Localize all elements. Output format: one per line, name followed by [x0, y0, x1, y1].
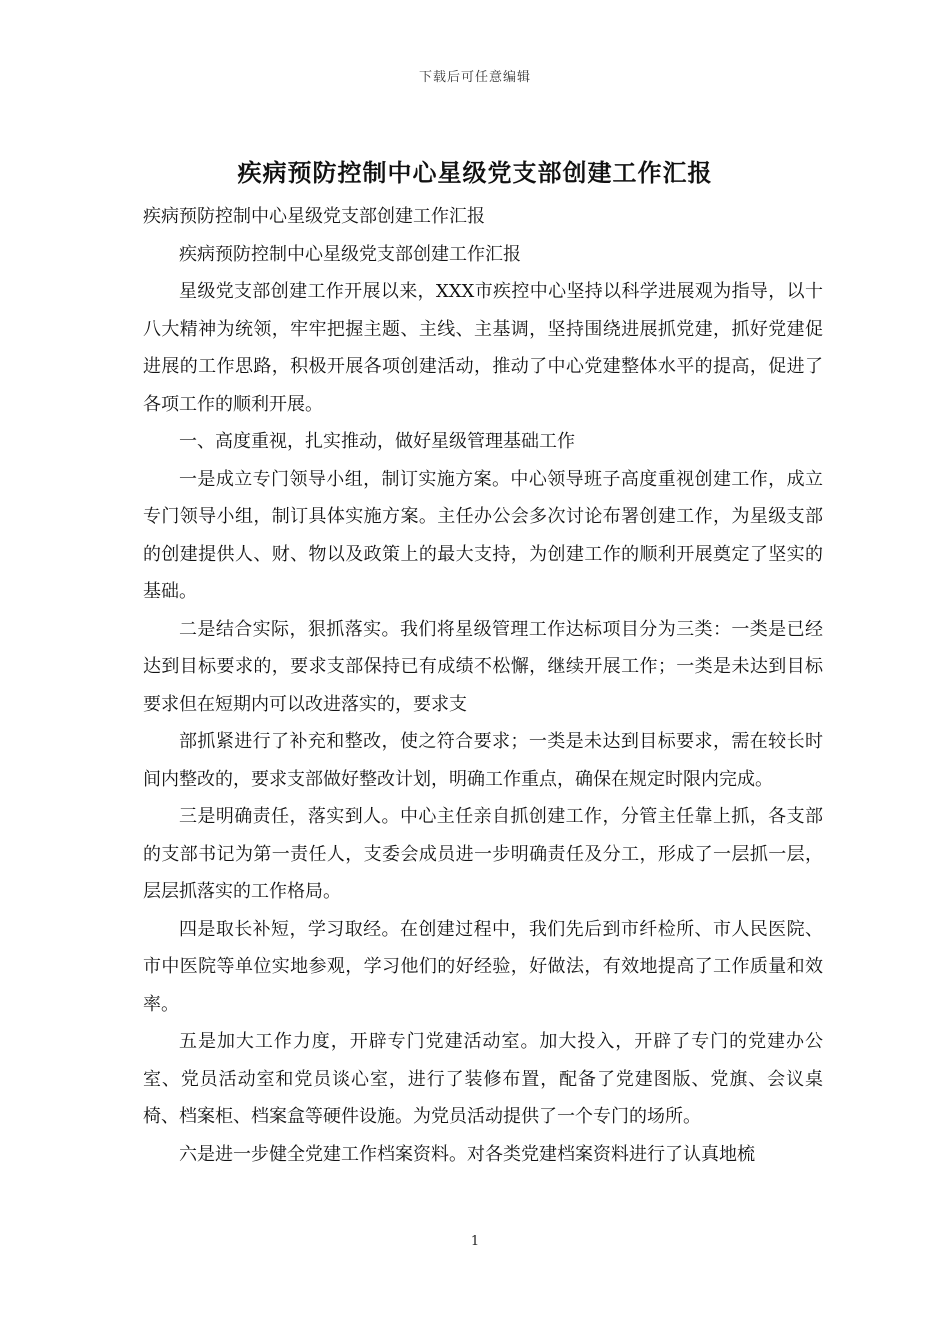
- paragraph-item-2-continued: 部抓紧进行了补充和整改，使之符合要求；一类是未达到目标要求，需在较长时间内整改的，要求支部做好整改计划，明确工作重点，确保在规定时限内完成。: [143, 731, 823, 790]
- section-heading-1: 一、高度重视，扎实推动，做好星级管理基础工作: [179, 431, 575, 452]
- paragraph-subtitle: 疾病预防控制中心星级党支部创建工作汇报: [143, 206, 485, 227]
- paragraph-item-6: 六是进一步健全党建工作档案资料。对各类党建档案资料进行了认真地梳: [179, 1143, 755, 1165]
- paragraph-item-5: 五是加大工作力度，开辟专门党建活动室。加大投入，开辟了专门的党建办公室、党员活动室和党员谈心室，进行了装修布置，配备了党建图版、党旗、会议桌椅、档案柜、档案盒等硬件设施。为党员活动提供了一个专门的场所。: [143, 1031, 823, 1127]
- paragraph-intro: 星级党支部创建工作开展以来，XXX市疾控中心坚持以科学进展观为指导，以十八大精神为统领，牢牢把握主题、主线、主基调，坚持围绕进展抓党建，抓好党建促进展的工作思路，积极开展各项创建活动，推动了中心党建整体水平的提高，促进了各项工作的顺利开展。: [143, 281, 823, 415]
- paragraph-item-3: 三是明确责任，落实到人。中心主任亲自抓创建工作，分管主任靠上抓，各支部的支部书记为第一责任人，支委会成员进一步明确责任及分工，形成了一层抓一层，层层抓落实的工作格局。: [143, 806, 823, 902]
- paragraph-item-1: 一是成立专门领导小组，制订实施方案。中心领导班子高度重视创建工作，成立专门领导小组，制订具体实施方案。主任办公会多次讨论布署创建工作，为星级支部的创建提供人、财、物以及政策上的最大支持，为创建工作的顺利开展奠定了坚实的基础。: [143, 468, 823, 602]
- header-note: 下载后可任意编辑: [418, 70, 531, 85]
- paragraph-item-4: 四是取长补短，学习取经。在创建过程中，我们先后到市纤检所、市人民医院、市中医院等单位实地参观，学习他们的好经验，好做法，有效地提高了工作质量和效率。: [143, 918, 823, 1015]
- paragraph-repeated-title: 疾病预防控制中心星级党支部创建工作汇报: [179, 243, 521, 265]
- document-title: 疾病预防控制中心星级党支部创建工作汇报: [237, 158, 713, 187]
- page-number: 1: [470, 1234, 480, 1249]
- document-body: [143, 198, 823, 1173]
- paragraph-item-2: 二是结合实际，狠抓落实。我们将星级管理工作达标项目分为三类：一类是已经达到目标要求的，要求支部保持已有成绩不松懈，继续开展工作；一类是未达到目标要求但在短期内可以改进落实的，要求支: [143, 618, 823, 715]
